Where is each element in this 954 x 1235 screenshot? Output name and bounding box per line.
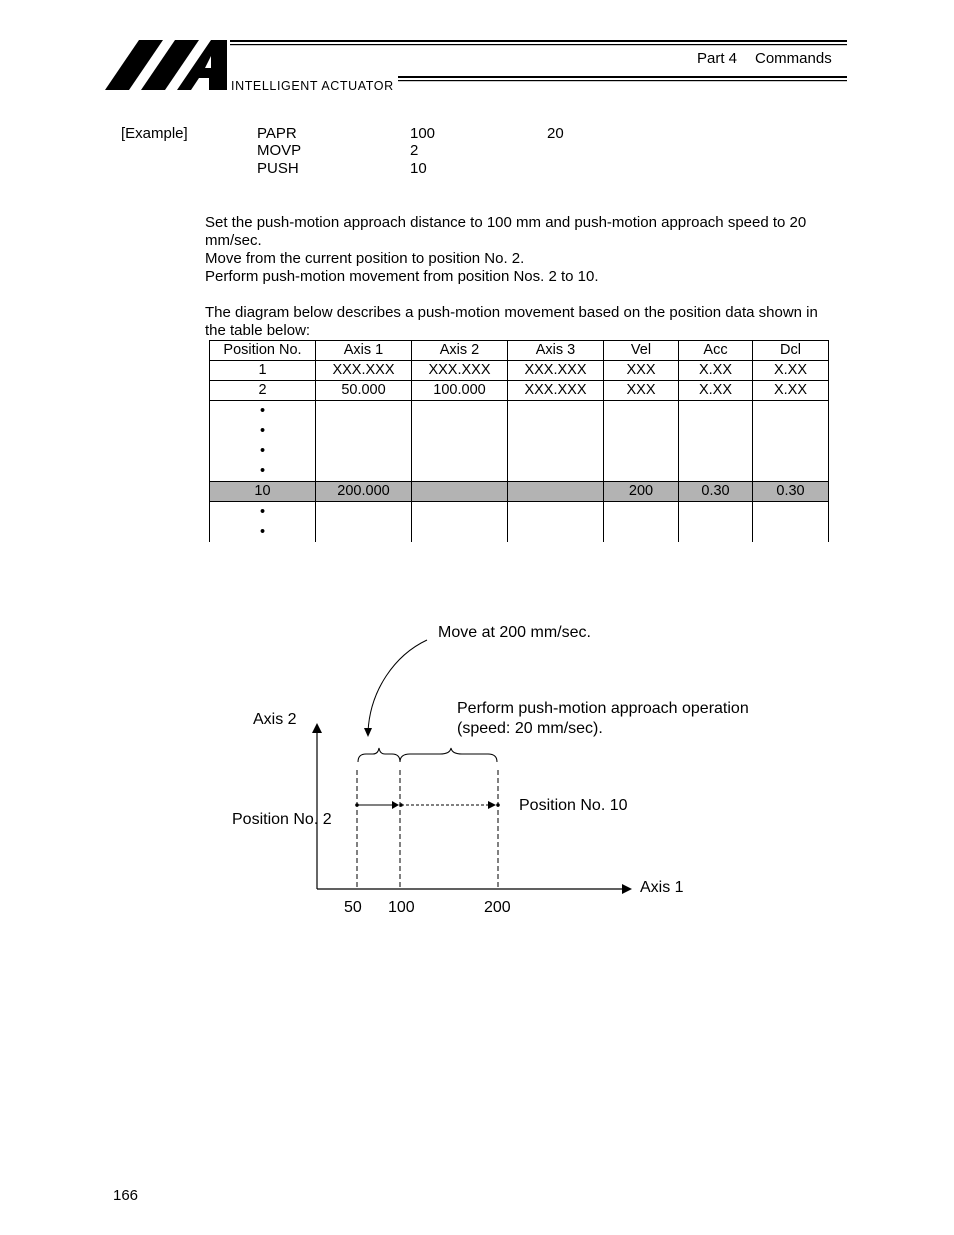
table-cell: XXX.XXX: [508, 381, 604, 401]
example-op1-3: 10: [410, 160, 427, 177]
header-axis-1: Axis 1: [316, 341, 412, 361]
header-dcl: Dcl: [753, 341, 829, 361]
section-label: Commands: [755, 50, 832, 67]
table-cell: 0.30: [679, 482, 753, 502]
page-number: 166: [113, 1187, 139, 1204]
part-label: Part 4: [697, 50, 738, 67]
example-op1-1: 100: [410, 125, 436, 142]
tick-label-100: 100: [388, 899, 415, 916]
table-cell: 200.000: [316, 482, 412, 502]
table-cell: XXX.XXX: [316, 361, 412, 381]
desc-line-1: Set the push-motion approach distance to 100 mm and push-motion approach speed to 20: [205, 214, 807, 231]
logo-text: INTELLIGENT ACTUATOR: [231, 79, 394, 93]
move-arrow-curve: [368, 640, 427, 732]
bullet: •: [259, 423, 266, 439]
brace-approach: [400, 748, 497, 762]
table-cell: XXX.XXX: [412, 361, 508, 381]
example-op1-2: 2: [410, 142, 419, 159]
position-2-label: Position No. 2: [232, 811, 332, 828]
x-axis-label: Axis 1: [640, 879, 684, 896]
desc-line-1b: mm/sec.: [205, 232, 262, 249]
move-arrow-head: [364, 728, 372, 737]
header-position-no: Position No.: [210, 341, 316, 361]
header-acc: Acc: [679, 341, 753, 361]
example-cmd-1: PAPR: [257, 125, 297, 142]
example-label: [Example]: [121, 125, 188, 142]
x-axis-arrow: [622, 884, 632, 894]
table-cell: XXX: [604, 381, 679, 401]
tick-label-200: 200: [484, 899, 511, 916]
y-axis-label: Axis 2: [253, 711, 297, 728]
table-cell: 0.30: [753, 482, 829, 502]
diagram-intro-2: the table below:: [205, 322, 311, 339]
header-vel: Vel: [604, 341, 679, 361]
example-cmd-2: MOVP: [257, 142, 302, 159]
position-10-label: Position No. 10: [519, 797, 628, 814]
bullet: •: [259, 443, 266, 459]
bullet: •: [259, 524, 266, 540]
table-cell: X.XX: [753, 361, 829, 381]
bullet: •: [259, 403, 266, 419]
approach-label-1: Perform push-motion approach operation: [457, 700, 749, 717]
table-cell: X.XX: [679, 381, 753, 401]
table-cell: 1: [210, 361, 316, 381]
desc-line-2: Move from the current position to position No. 2.: [205, 250, 525, 267]
table-cell: 2: [210, 381, 316, 401]
move-label: Move at 200 mm/sec.: [438, 624, 591, 641]
header-axis-2: Axis 2: [412, 341, 508, 361]
header-axis-3: Axis 3: [508, 341, 604, 361]
bullet: •: [259, 504, 266, 520]
table-cell: 50.000: [316, 381, 412, 401]
brace-move: [358, 748, 400, 762]
desc-line-3: Perform push-motion movement from position Nos. 2 to 10.: [205, 268, 599, 285]
example-op2-1: 20: [547, 125, 564, 142]
table-cell: XXX: [604, 361, 679, 381]
table-cell: 100.000: [412, 381, 508, 401]
table-cell: XXX.XXX: [508, 361, 604, 381]
table-cell: X.XX: [679, 361, 753, 381]
y-axis-arrow: [312, 723, 322, 733]
tick-label-50: 50: [344, 899, 362, 916]
table-cell: 200: [604, 482, 679, 502]
example-cmd-3: PUSH: [257, 160, 299, 177]
bullet: •: [259, 463, 266, 479]
table-cell: 10: [210, 482, 316, 502]
approach-label-2: (speed: 20 mm/sec).: [457, 720, 603, 737]
table-cell: X.XX: [753, 381, 829, 401]
diagram-intro-1: The diagram below describes a push-motion movement based on the position data shown in: [205, 304, 818, 321]
